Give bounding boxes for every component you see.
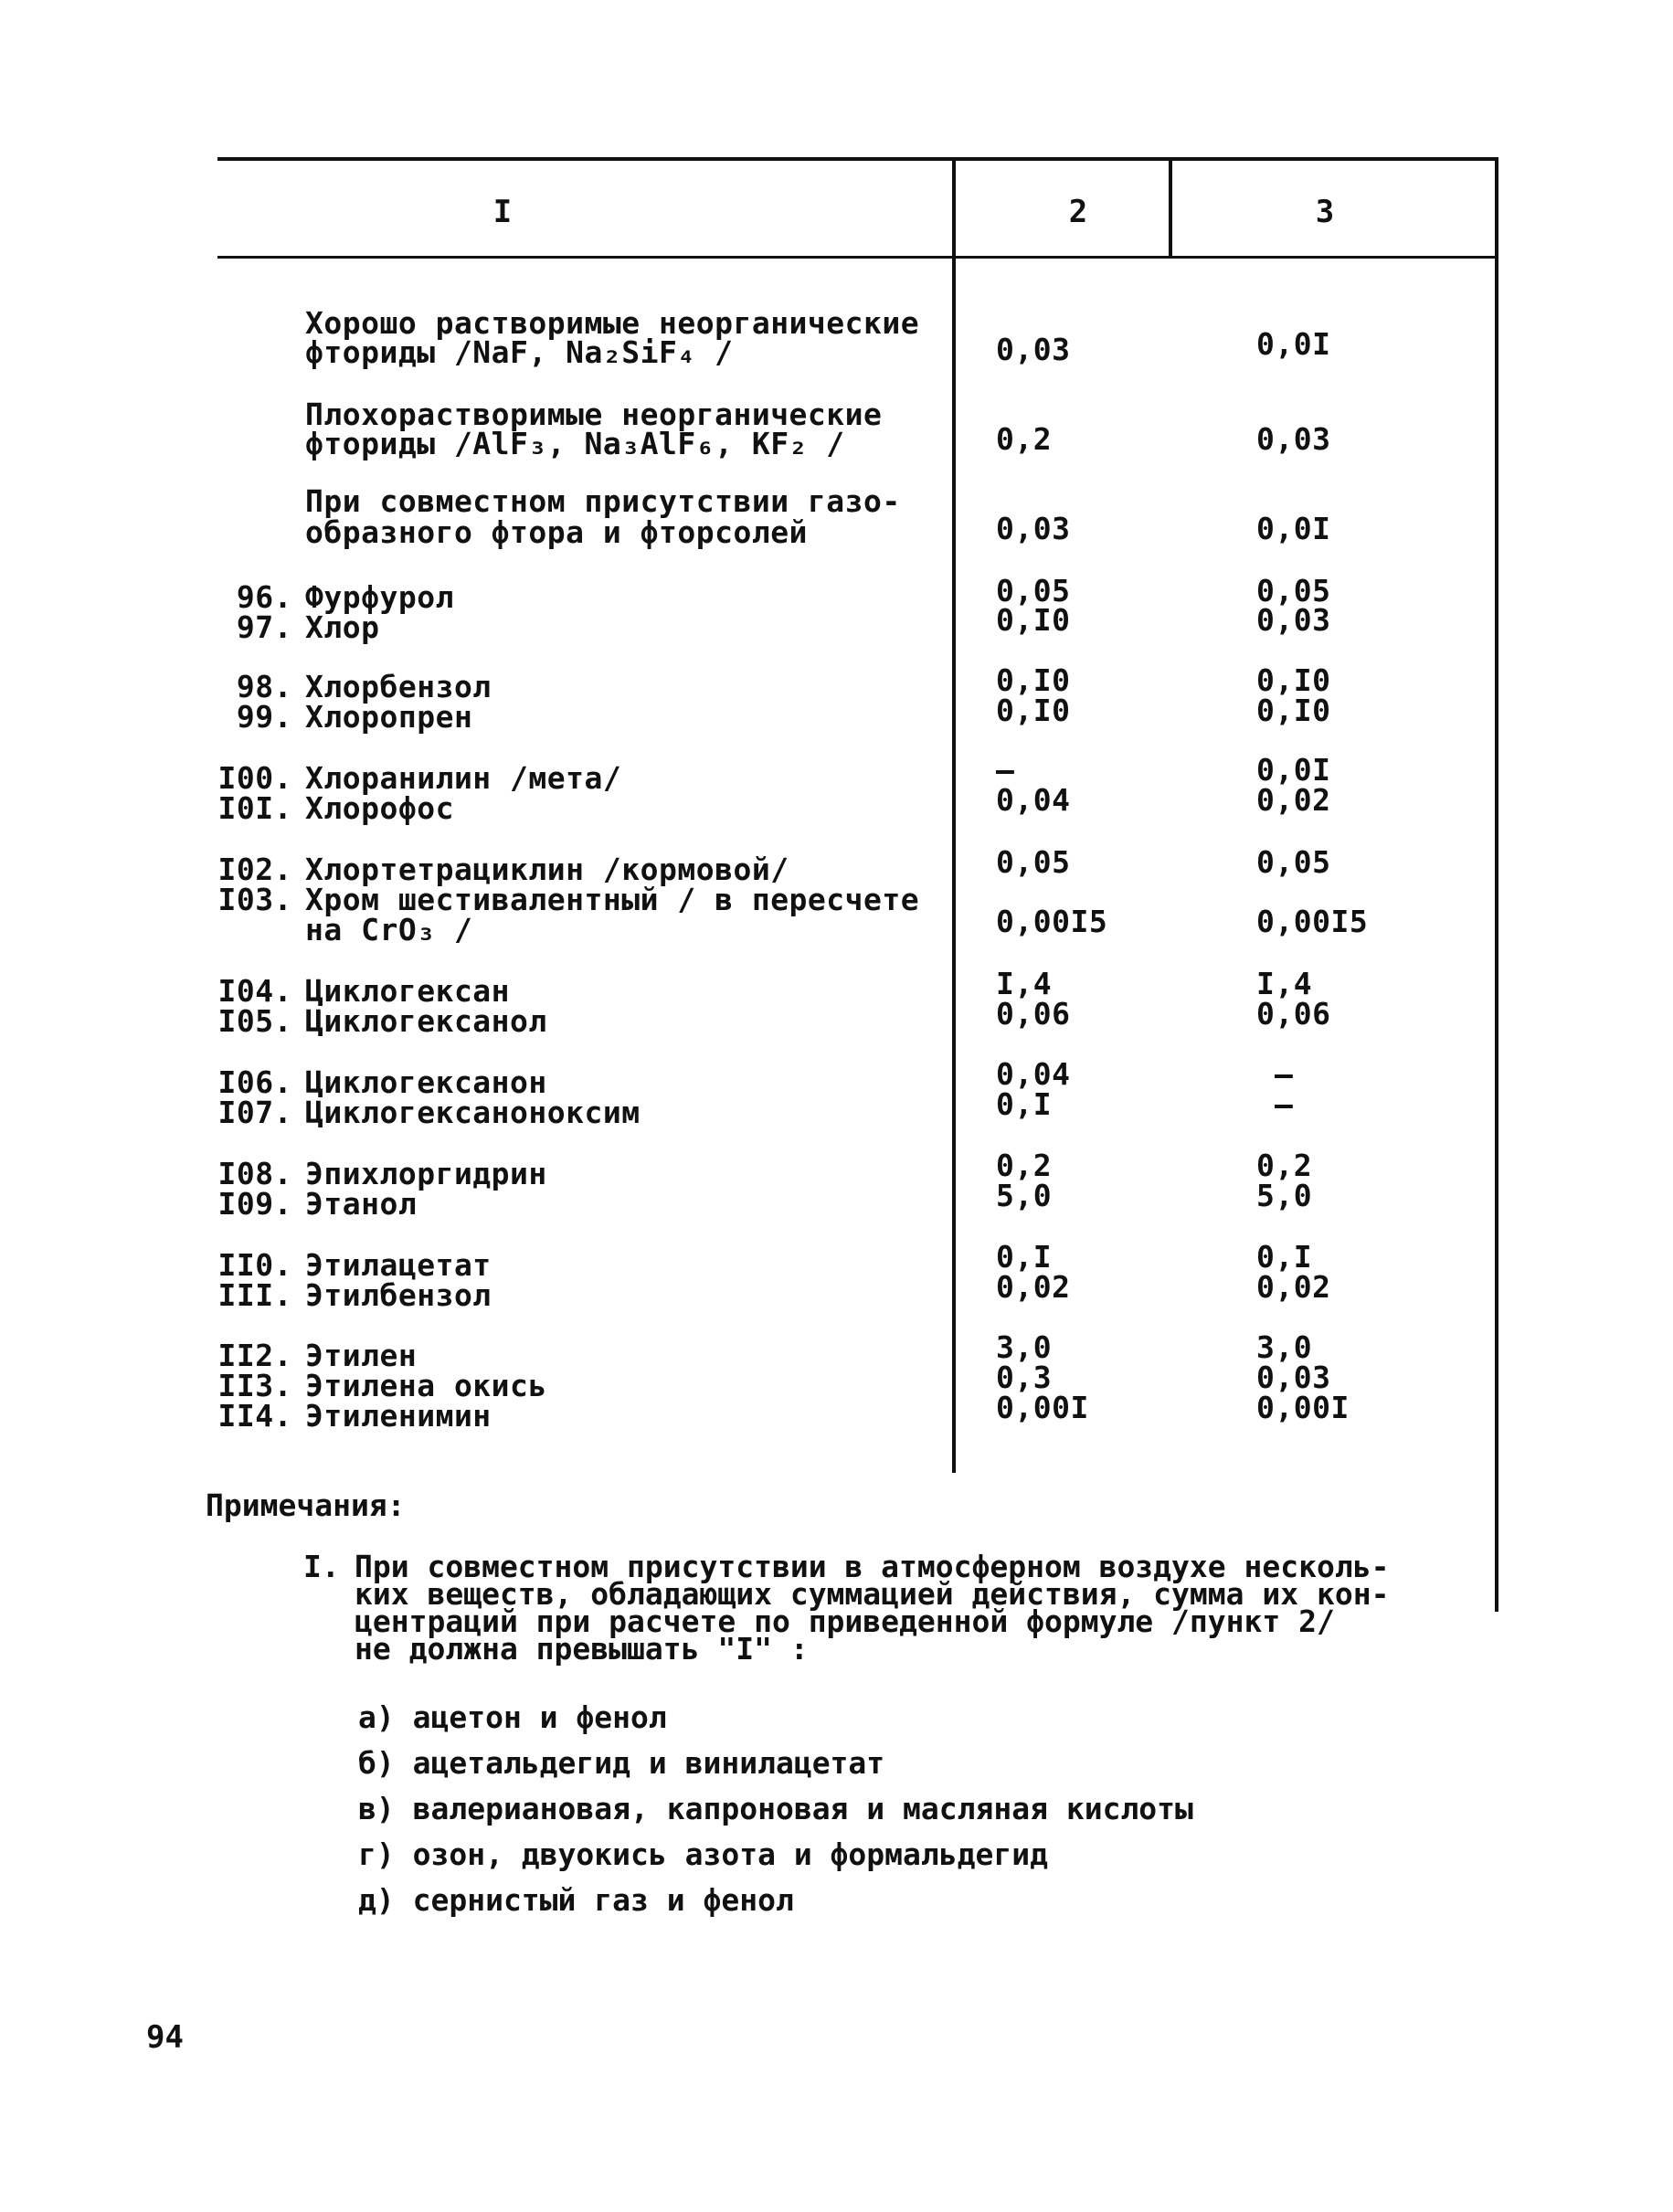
note-number: I.	[303, 1549, 340, 1584]
row-number: II0.	[217, 1247, 292, 1283]
substance-name: образного фтора и фторсолей	[305, 514, 808, 550]
substance-name: Хлоранилин /мета/	[305, 760, 622, 796]
note-line: ких веществ, обладающих суммацией действия, сумма их кон-	[355, 1576, 1390, 1612]
value-col3: 0,00I5	[1256, 904, 1369, 939]
value-col3: 0,06	[1256, 996, 1331, 1032]
substance-name: Хорошо растворимые неорганические	[305, 305, 920, 341]
note-subitem: в) валериановая, капроновая и масляная кислоты	[358, 1791, 1193, 1826]
row-number: I04.	[217, 973, 292, 1009]
substance-name: Хлорофос	[305, 790, 454, 826]
column-header-1: I	[492, 194, 513, 230]
table-top-rule	[217, 157, 1498, 161]
value-col3: –	[1275, 1086, 1294, 1122]
row-number: I09.	[217, 1186, 292, 1222]
value-col2: 0,2	[996, 1148, 1053, 1183]
substance-name: Этилацетат	[305, 1247, 492, 1283]
substance-name: Фурфурол	[305, 579, 454, 615]
row-number: 96.	[236, 579, 292, 615]
note-subitem: б) ацетальдегид и винилацетат	[358, 1745, 885, 1781]
substance-name: Этилбензол	[305, 1277, 492, 1313]
value-col2: 0,02	[996, 1269, 1071, 1305]
value-col2: 0,00I	[996, 1390, 1089, 1425]
row-number: I05.	[217, 1003, 292, 1039]
row-number: II4.	[217, 1398, 292, 1434]
value-col2: 0,00I5	[996, 904, 1108, 939]
value-col3: 0,0I	[1256, 326, 1331, 362]
substance-name: Хлоропрен	[305, 699, 473, 735]
note-line: не должна превышать "I" :	[355, 1631, 809, 1667]
row-number: I03.	[217, 882, 292, 917]
value-col3: –	[1275, 1056, 1294, 1092]
table-header-rule	[217, 256, 1498, 259]
value-col2: 0,06	[996, 996, 1071, 1032]
value-col2: 0,04	[996, 782, 1071, 818]
value-col2: 0,05	[996, 844, 1071, 880]
value-col3: I,4	[1256, 966, 1313, 1001]
value-col3: 0,I	[1256, 1239, 1313, 1275]
value-col3: 3,0	[1256, 1329, 1313, 1365]
substance-name: фториды /NaF, Na₂SiF₄ /	[305, 334, 734, 370]
substance-name: Хлорбензол	[305, 669, 492, 704]
value-col3: 5,0	[1256, 1178, 1313, 1213]
table-right-border	[1495, 159, 1498, 1612]
value-col3: 0,I0	[1256, 662, 1331, 698]
row-number: I08.	[217, 1156, 292, 1191]
column-header-3: 3	[1315, 194, 1335, 230]
value-col2: 0,2	[996, 421, 1053, 457]
substance-name: Этиленимин	[305, 1398, 492, 1434]
value-col2: 0,I	[996, 1239, 1053, 1275]
value-col2: 0,I0	[996, 662, 1071, 698]
value-col3: 0,03	[1256, 602, 1331, 638]
substance-name: Этанол	[305, 1186, 418, 1222]
note-line: центраций при расчете по приведенной формуле /пункт 2/	[355, 1603, 1335, 1639]
value-col2: 3,0	[996, 1329, 1053, 1365]
substance-name: Хром шестивалентный / в пересчете	[305, 882, 920, 917]
substance-name: на CrO₃ /	[305, 912, 473, 947]
substance-name: Циклогексанон	[305, 1064, 547, 1100]
substance-name: Этилена окись	[305, 1368, 547, 1403]
row-number: II2.	[217, 1338, 292, 1373]
value-col2: 5,0	[996, 1178, 1053, 1213]
note-subitem: а) ацетон и фенол	[358, 1699, 667, 1735]
row-number: 99.	[236, 699, 292, 735]
substance-name: Плохорастворимые неорганические	[305, 397, 883, 432]
substance-name: Циклогексаноноксим	[305, 1095, 641, 1130]
value-col2: 0,05	[996, 573, 1071, 609]
substance-name: При совместном присутствии газо-	[305, 483, 901, 519]
value-col3: 0,03	[1256, 1360, 1331, 1395]
value-col3: 0,00I	[1256, 1390, 1350, 1425]
row-number: I06.	[217, 1064, 292, 1100]
substance-name: Эпихлоргидрин	[305, 1156, 547, 1191]
substance-name: Циклогексан	[305, 973, 511, 1009]
substance-name: Хлор	[305, 609, 380, 645]
substance-name: Циклогексанол	[305, 1003, 547, 1039]
row-number: 97.	[236, 609, 292, 645]
page-number: 94	[146, 2019, 184, 2056]
row-number: 98.	[236, 669, 292, 704]
value-col2: 0,03	[996, 511, 1071, 546]
note-subitem: г) озон, двуокись азота и формальдегид	[358, 1836, 1048, 1872]
value-col2: 0,I	[996, 1086, 1053, 1122]
value-col2: –	[996, 752, 1015, 788]
value-col2: 0,3	[996, 1360, 1053, 1395]
value-col2: 0,03	[996, 332, 1071, 367]
column-header-2: 2	[1068, 194, 1088, 230]
substance-name: Хлортетрациклин /кормовой/	[305, 852, 789, 887]
value-col3: 0,05	[1256, 844, 1331, 880]
value-col3: 0,02	[1256, 782, 1331, 818]
row-number: I07.	[217, 1095, 292, 1130]
note-subitem: д) сернистый газ и фенол	[358, 1882, 794, 1918]
row-number: II3.	[217, 1368, 292, 1403]
notes-title: Примечания:	[206, 1487, 406, 1523]
row-number: I0I.	[217, 790, 292, 826]
column-divider-2	[1169, 159, 1172, 258]
value-col2: 0,I0	[996, 693, 1071, 728]
column-divider-1	[952, 159, 956, 1473]
value-col3: 0,0I	[1256, 511, 1331, 546]
row-number: I00.	[217, 760, 292, 796]
value-col3: 0,02	[1256, 1269, 1331, 1305]
substance-name: Этилен	[305, 1338, 418, 1373]
value-col3: 0,2	[1256, 1148, 1313, 1183]
value-col2: I,4	[996, 966, 1053, 1001]
value-col2: 0,04	[996, 1056, 1071, 1092]
substance-name: фториды /AlF₃, Na₃AlF₆, KF₂ /	[305, 426, 845, 461]
note-line: При совместном присутствии в атмосферном воздухе несколь-	[355, 1549, 1390, 1584]
row-number: I02.	[217, 852, 292, 887]
value-col3: 0,05	[1256, 573, 1331, 609]
value-col3: 0,03	[1256, 421, 1331, 457]
value-col3: 0,I0	[1256, 693, 1331, 728]
value-col3: 0,0I	[1256, 752, 1331, 788]
value-col2: 0,I0	[996, 602, 1071, 638]
row-number: III.	[217, 1277, 292, 1313]
